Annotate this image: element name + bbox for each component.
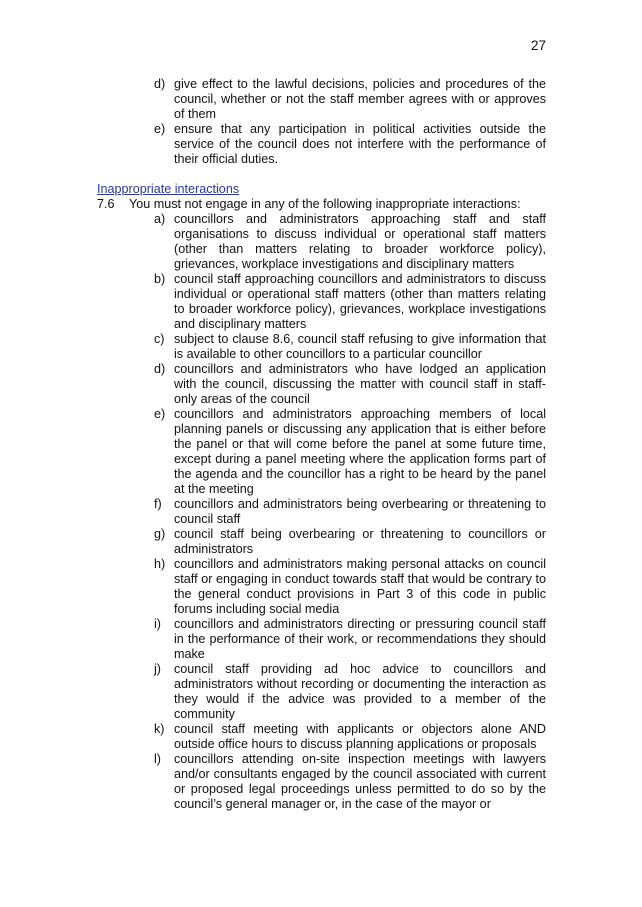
list-item-text: councillors and administrators approaching members of local planning panels or discussing any application that is either before the panel or that will come before the panel at some future time, except during a panel meeting where the application forms part of the agenda and the councillor has a right to be heard by the panel at the meeting (174, 407, 546, 496)
list-item (154, 407, 546, 497)
list-item-text: councillors and administrators directing or pressuring council staff in the performance of their work, or recommendations they should make (174, 617, 546, 661)
list-marker: d) (154, 362, 166, 376)
list-marker: e) (154, 122, 166, 136)
list-item-text: ensure that any participation in political activities outside the service of the council does not interfere with the performance of their official duties. (174, 122, 546, 166)
clause-text: You must not engage in any of the following inappropriate interactions: (129, 197, 521, 211)
list-item-text: council staff providing ad hoc advice to councillors and administrators without recording or documenting the interaction as they would if the advice was provided to a member of the community (174, 662, 546, 721)
list-item-text: council staff approaching councillors and administrators to discuss individual or operational staff matters (other than matters relating to broader workforce policy), grievances, workplace investigations and disciplinary matters (174, 272, 546, 331)
list-marker: b) (154, 272, 166, 286)
list-marker: l) (154, 752, 161, 766)
list-item (154, 722, 546, 752)
list-item (154, 272, 546, 332)
list-marker: g) (154, 527, 166, 541)
clause-7-6 (97, 197, 546, 212)
list-item (154, 122, 546, 167)
list-item (154, 662, 546, 722)
list-item-text: councillors and administrators who have lodged an application with the council, discussing the matter with council staff in staff-only areas of the council (174, 362, 546, 406)
list-item (154, 617, 546, 662)
list-item (154, 557, 546, 617)
list-item (154, 527, 546, 557)
list-item-text: councillors and administrators approaching staff and staff organisations to discuss individual or operational staff matters (other than matters relating to broader workforce policy), grievances, workplace investigations and disciplinary matters (174, 212, 546, 271)
clause-number: 7.6 (97, 197, 115, 211)
list-item-text: council staff meeting with applicants or objectors alone AND outside office hours to discuss planning applications or proposals (174, 722, 546, 751)
list-item (154, 212, 546, 272)
list-marker: j) (154, 662, 161, 676)
list-item (154, 332, 546, 362)
list-item-text: councillors attending on-site inspection meetings with lawyers and/or consultants engaged by the council associated with current or proposed legal proceedings unless permitted to do so by the council’s general manager or, in the case of the mayor or (174, 752, 546, 811)
list-marker: f) (154, 497, 162, 511)
list-marker: i) (154, 617, 161, 631)
list-item-text: councillors and administrators making personal attacks on council staff or engaging in conduct towards staff that would be contrary to the general conduct provisions in Part 3 of this code in public forums including social media (174, 557, 546, 616)
list-marker: e) (154, 407, 166, 421)
section-heading: Inappropriate interactions (97, 182, 240, 196)
list-marker: h) (154, 557, 166, 571)
list-item-text: councillors and administrators being overbearing or threatening to council staff (174, 497, 546, 526)
list-item-text: subject to clause 8.6, council staff refusing to give information that is available to other councillors to a particular councillor (174, 332, 546, 361)
list-marker: c) (154, 332, 165, 346)
list-marker: a) (154, 212, 166, 226)
list-item (154, 362, 546, 407)
list-marker: d) (154, 77, 166, 91)
list-item (154, 752, 546, 812)
page-number: 27 (530, 38, 546, 53)
inappropriate-interactions-list (154, 212, 546, 812)
list-item-text: give effect to the lawful decisions, policies and procedures of the council, whether or not the staff member agrees with or approves of them (174, 77, 546, 121)
list-item-text: council staff being overbearing or threatening to councillors or administrators (174, 527, 546, 556)
list-item (154, 497, 546, 527)
list-marker: k) (154, 722, 165, 736)
list-item (154, 77, 546, 122)
continued-list (154, 77, 546, 167)
